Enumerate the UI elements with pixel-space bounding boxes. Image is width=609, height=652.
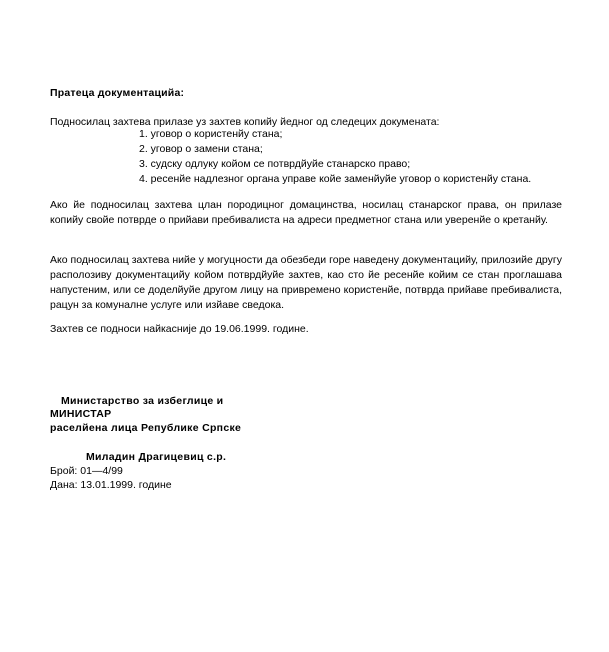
deadline-paragraph: Захтев се подноси найкасниjе до 19.06.1999. године. (50, 323, 309, 335)
document-date: Дана: 13.01.1999. године (50, 479, 172, 491)
minister-title: МИНИСТАР (50, 408, 112, 420)
list-item: 2. уговор о замени стана; (139, 143, 263, 155)
document-list (139, 127, 531, 187)
list-item: 4. ресенйе надлезног органа управе койе заменйуйе уговор о користенйу стана. (139, 173, 532, 185)
section-heading: Пратеца документацийа: (50, 87, 185, 99)
list-item: 3. судску одлуку койом се потврдйуйе станарско право; (139, 158, 411, 170)
signer-name: Миладин Драгицевиц с.р. (86, 451, 227, 463)
ministry-line-2: раселйена лица Републике Српске (50, 422, 242, 434)
ministry-line-1: Министарство за избеглице и (61, 395, 224, 407)
document-number: Брой: 01—4/99 (50, 465, 123, 477)
household-member-paragraph: Ако йе подносилац захтева цлан породицног домацинства, носилац станарског права, он прилазе копийу свойе потврде о прийави пребивалиста на адреси предметног стана или уверенйе о кретанйу. (50, 199, 562, 226)
list-item: 1. уговор о користенйу стана; (139, 128, 283, 140)
intro-paragraph: Подносилац захтева прилазе уз захтев копийу йедног од следецих докумената: (50, 116, 440, 128)
alternative-documents-paragraph: Ако подносилац захтева нийе у могуцности да обезбеди горе наведену документацийу, прилозийе другу располозиву документацийу койом потврдйуйе захтев, као сто йе ресенйе койим се стан проглашава напустеним, или се доделйуйе другом лицу на привремено користенйе, потврда прийаве пребивалиста, рацун за комуналне услуге или изйаве сведока. (50, 254, 562, 311)
